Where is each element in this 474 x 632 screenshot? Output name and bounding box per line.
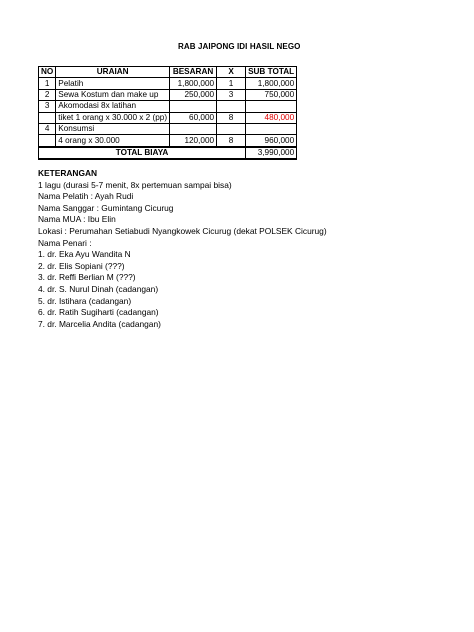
cell-subtotal [246, 123, 297, 134]
cell-subtotal: 960,000 [246, 135, 297, 147]
total-label: TOTAL BIAYA [39, 147, 246, 159]
cell-uraian: Konsumsi [56, 123, 170, 134]
note-line: Nama Penari : [38, 237, 92, 248]
table-row [39, 89, 297, 100]
notes-section [38, 168, 327, 330]
cell-x: 3 [217, 89, 246, 100]
header-no: NO [39, 67, 56, 78]
cell-uraian: Pelatih [56, 78, 170, 89]
cell-besaran: 1,800,000 [170, 78, 217, 89]
budget-table [38, 66, 297, 160]
cell-besaran: 60,000 [170, 112, 217, 123]
cell-uraian: Sewa Kostum dan make up [56, 89, 170, 100]
cell-no [39, 112, 56, 123]
table-row [39, 123, 297, 134]
total-row [39, 147, 297, 159]
table-header-row [39, 67, 297, 78]
note-line: 5. dr. Istihara (cadangan) [38, 295, 132, 306]
header-uraian: URAIAN [56, 67, 170, 78]
table-row [39, 101, 297, 112]
note-line: 6. dr. Ratih Sugiharti (cadangan) [38, 307, 159, 318]
cell-besaran: 250,000 [170, 89, 217, 100]
cell-uraian: tiket 1 orang x 30.000 x 2 (pp) [56, 112, 170, 123]
header-x: X [217, 67, 246, 78]
note-line: 7. dr. Marcelia Andita (cadangan) [38, 318, 161, 329]
cell-x [217, 123, 246, 134]
cell-no: 3 [39, 101, 56, 112]
header-besaran: BESARAN [170, 67, 217, 78]
table-row [39, 135, 297, 147]
cell-uraian: 4 orang x 30.000 [56, 135, 170, 147]
notes-heading: KETERANGAN [38, 168, 98, 178]
table-row [39, 112, 297, 123]
cell-x [217, 101, 246, 112]
note-line: 3. dr. Reffi Berlian M (???) [38, 272, 136, 283]
note-line: Nama Sanggar : Gumintang Cicurug [38, 202, 174, 213]
cell-subtotal-highlight: 480,000 [246, 112, 297, 123]
note-line: 1 lagu (durasi 5-7 menit, 8x pertemuan sampai bisa) [38, 179, 232, 190]
note-line: Nama MUA : Ibu Elin [38, 214, 116, 225]
cell-besaran [170, 123, 217, 134]
cell-no [39, 135, 56, 147]
cell-subtotal [246, 101, 297, 112]
cell-no: 1 [39, 78, 56, 89]
cell-subtotal: 1,800,000 [246, 78, 297, 89]
note-line: 1. dr. Eka Ayu Wandita N [38, 249, 131, 260]
cell-subtotal: 750,000 [246, 89, 297, 100]
cell-uraian: Akomodasi 8x latihan [56, 101, 170, 112]
cell-besaran: 120,000 [170, 135, 217, 147]
note-line: Lokasi : Perumahan Setiabudi Nyangkowek Cicurug (dekat POLSEK Cicurug) [38, 225, 327, 236]
cell-x: 8 [217, 112, 246, 123]
cell-no: 4 [39, 123, 56, 134]
note-line: 4. dr. S. Nurul Dinah (cadangan) [38, 283, 159, 294]
cell-besaran [170, 101, 217, 112]
cell-x: 8 [217, 135, 246, 147]
note-line: 2. dr. Elis Sopiani (???) [38, 260, 125, 271]
note-line: Nama Pelatih : Ayah Rudi [38, 191, 134, 202]
cell-no: 2 [39, 89, 56, 100]
document-title: RAB JAIPONG IDI HASIL NEGO [178, 42, 301, 51]
header-subtotal: SUB TOTAL [246, 67, 297, 78]
cell-x: 1 [217, 78, 246, 89]
table-row [39, 78, 297, 89]
total-value: 3,990,000 [246, 147, 297, 159]
